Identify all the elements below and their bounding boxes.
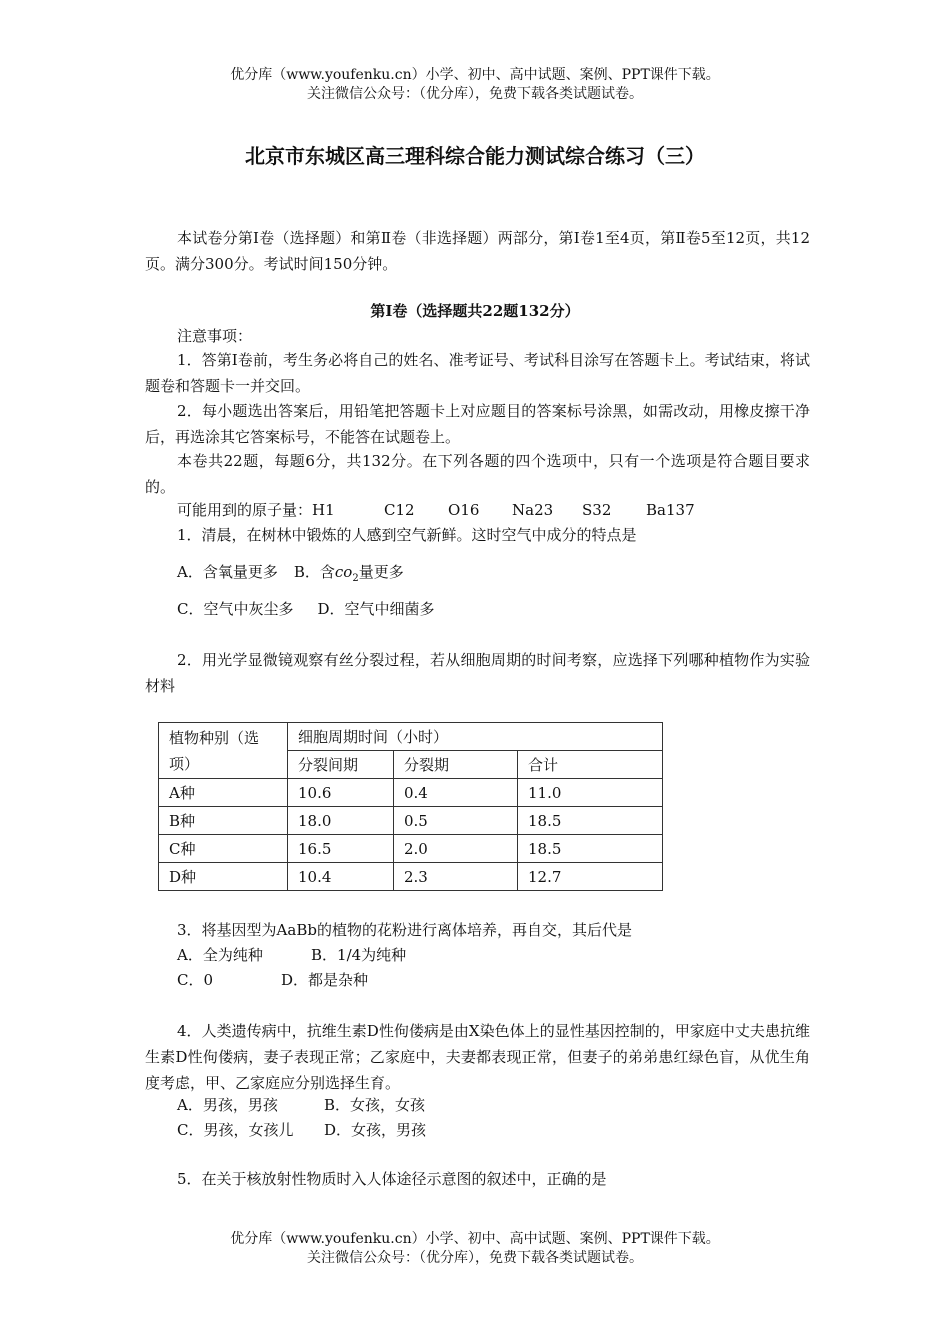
table-subheader-interphase: 分裂间期 [288, 751, 394, 779]
q1-option-b: B．含$co_2$量更多 [293, 563, 404, 584]
q3-option-a: A．全为纯种 [177, 946, 263, 964]
q3-stem: 3．将基因型为AaBb的植物的花粉进行离体培养，再自交，其后代是 [177, 921, 632, 939]
q3-options-ab [177, 944, 406, 966]
notice-item-3: 本卷共22题，每题6分，共132分。在下列各题的四个选项中，只有一个选项是符合题目要求的。 [145, 452, 810, 496]
header-line-1: 优分库（www.youfenku.cn）小学、初中、高中试题、案例、PPT课件下载。 [230, 67, 720, 83]
q1-option-c: C．空气中灰尘多 [177, 600, 294, 618]
q4-options-ab [177, 1094, 425, 1116]
q3-option-b: B．1/4为纯种 [311, 946, 407, 964]
table-subheader-total: 合计 [518, 751, 663, 779]
atomic-mass-c: C12 [384, 501, 415, 519]
q4-option-c: C．男孩，女孩儿 [177, 1121, 294, 1139]
atomic-masses-label: 可能用到的原子量： [177, 501, 313, 519]
section-title: 第Ⅰ卷（选择题共22题132分） [370, 302, 580, 320]
table-row: B种 18.0 0.5 18.5 [159, 807, 663, 835]
footer-line-2: 关注微信公众号：（优分库），免费下载各类试题试卷。 [307, 1250, 643, 1266]
q2-stem: 2．用光学显微镜观察有丝分裂过程，若从细胞周期的时间考察，应选择下列哪种植物作为实验材料 [145, 651, 810, 695]
cell-cycle-table [158, 722, 663, 891]
table-row: C种 16.5 2.0 18.5 [159, 835, 663, 863]
q1-option-d: D．空气中细菌多 [317, 600, 435, 618]
q1-options-ab [177, 561, 404, 590]
atomic-mass-s: S32 [582, 501, 612, 519]
q4-option-b: B．女孩，女孩 [324, 1096, 426, 1114]
notice-heading: 注意事项： [177, 327, 253, 345]
header-line-2: 关注微信公众号：（优分库），免费下载各类试题试卷。 [307, 86, 643, 102]
atomic-masses [177, 499, 695, 521]
q1-stem: 1．清晨，在树林中锻炼的人感到空气新鲜。这时空气中成分的特点是 [177, 526, 637, 544]
table-subheader-mitosis: 分裂期 [394, 751, 518, 779]
q3-option-d: D．都是杂种 [281, 971, 369, 989]
q1-option-a: A．含氧量更多 [177, 563, 278, 581]
q4-option-d: D．女孩，男孩 [324, 1121, 427, 1139]
q4-options-cd [177, 1119, 426, 1141]
footer-line-1: 优分库（www.youfenku.cn）小学、初中、高中试题、案例、PPT课件下载。 [230, 1231, 720, 1247]
atomic-mass-ba: Ba137 [646, 501, 695, 519]
notice-item-1: 1．答第Ⅰ卷前，考生务必将自己的姓名、准考证号、考试科目涂写在答题卡上。考试结束，将试题卷和答题卡一并交回。 [145, 351, 810, 395]
q1-options-cd [177, 598, 435, 620]
q3-option-c: C．0 [177, 971, 214, 989]
q3-options-cd [177, 969, 368, 991]
q5-stem: 5．在关于核放射性物质时入人体途径示意图的叙述中，正确的是 [177, 1170, 607, 1188]
notice-item-2: 2．每小题选出答案后，用铅笔把答题卡上对应题目的答案标号涂黑，如需改动，用橡皮擦干净后，再选涂其它答案标号，不能答在试题卷上。 [145, 402, 810, 446]
intro-paragraph: 本试卷分第Ⅰ卷（选择题）和第Ⅱ卷（非选择题）两部分，第Ⅰ卷1至4页，第Ⅱ卷5至12页，共12页。满分300分。考试时间150分钟。 [145, 229, 810, 273]
atomic-mass-o: O16 [448, 501, 480, 519]
page-title: 北京市东城区高三理科综合能力测试综合练习（三） [245, 144, 705, 168]
atomic-mass-na: Na23 [512, 501, 554, 519]
q4-stem: 4．人类遗传病中，抗维生素D性佝偻病是由X染色体上的显性基因控制的，甲家庭中丈夫患抗维生素D性佝偻病，妻子表现正常；乙家庭中，夫妻都表现正常，但妻子的弟弟患红绿色盲，从优生角度考虑，甲、乙家庭应分别选择生育。 [145, 1022, 810, 1092]
table-row: A种 10.6 0.4 11.0 [159, 779, 663, 807]
table-row: D种 10.4 2.3 12.7 [159, 863, 663, 891]
q4-option-a: A．男孩，男孩 [177, 1096, 278, 1114]
table-header-species: 植物种别（选项） [159, 723, 288, 779]
table-header-cycle-time: 细胞周期时间（小时） [288, 723, 663, 751]
atomic-mass-h: H1 [312, 501, 335, 519]
